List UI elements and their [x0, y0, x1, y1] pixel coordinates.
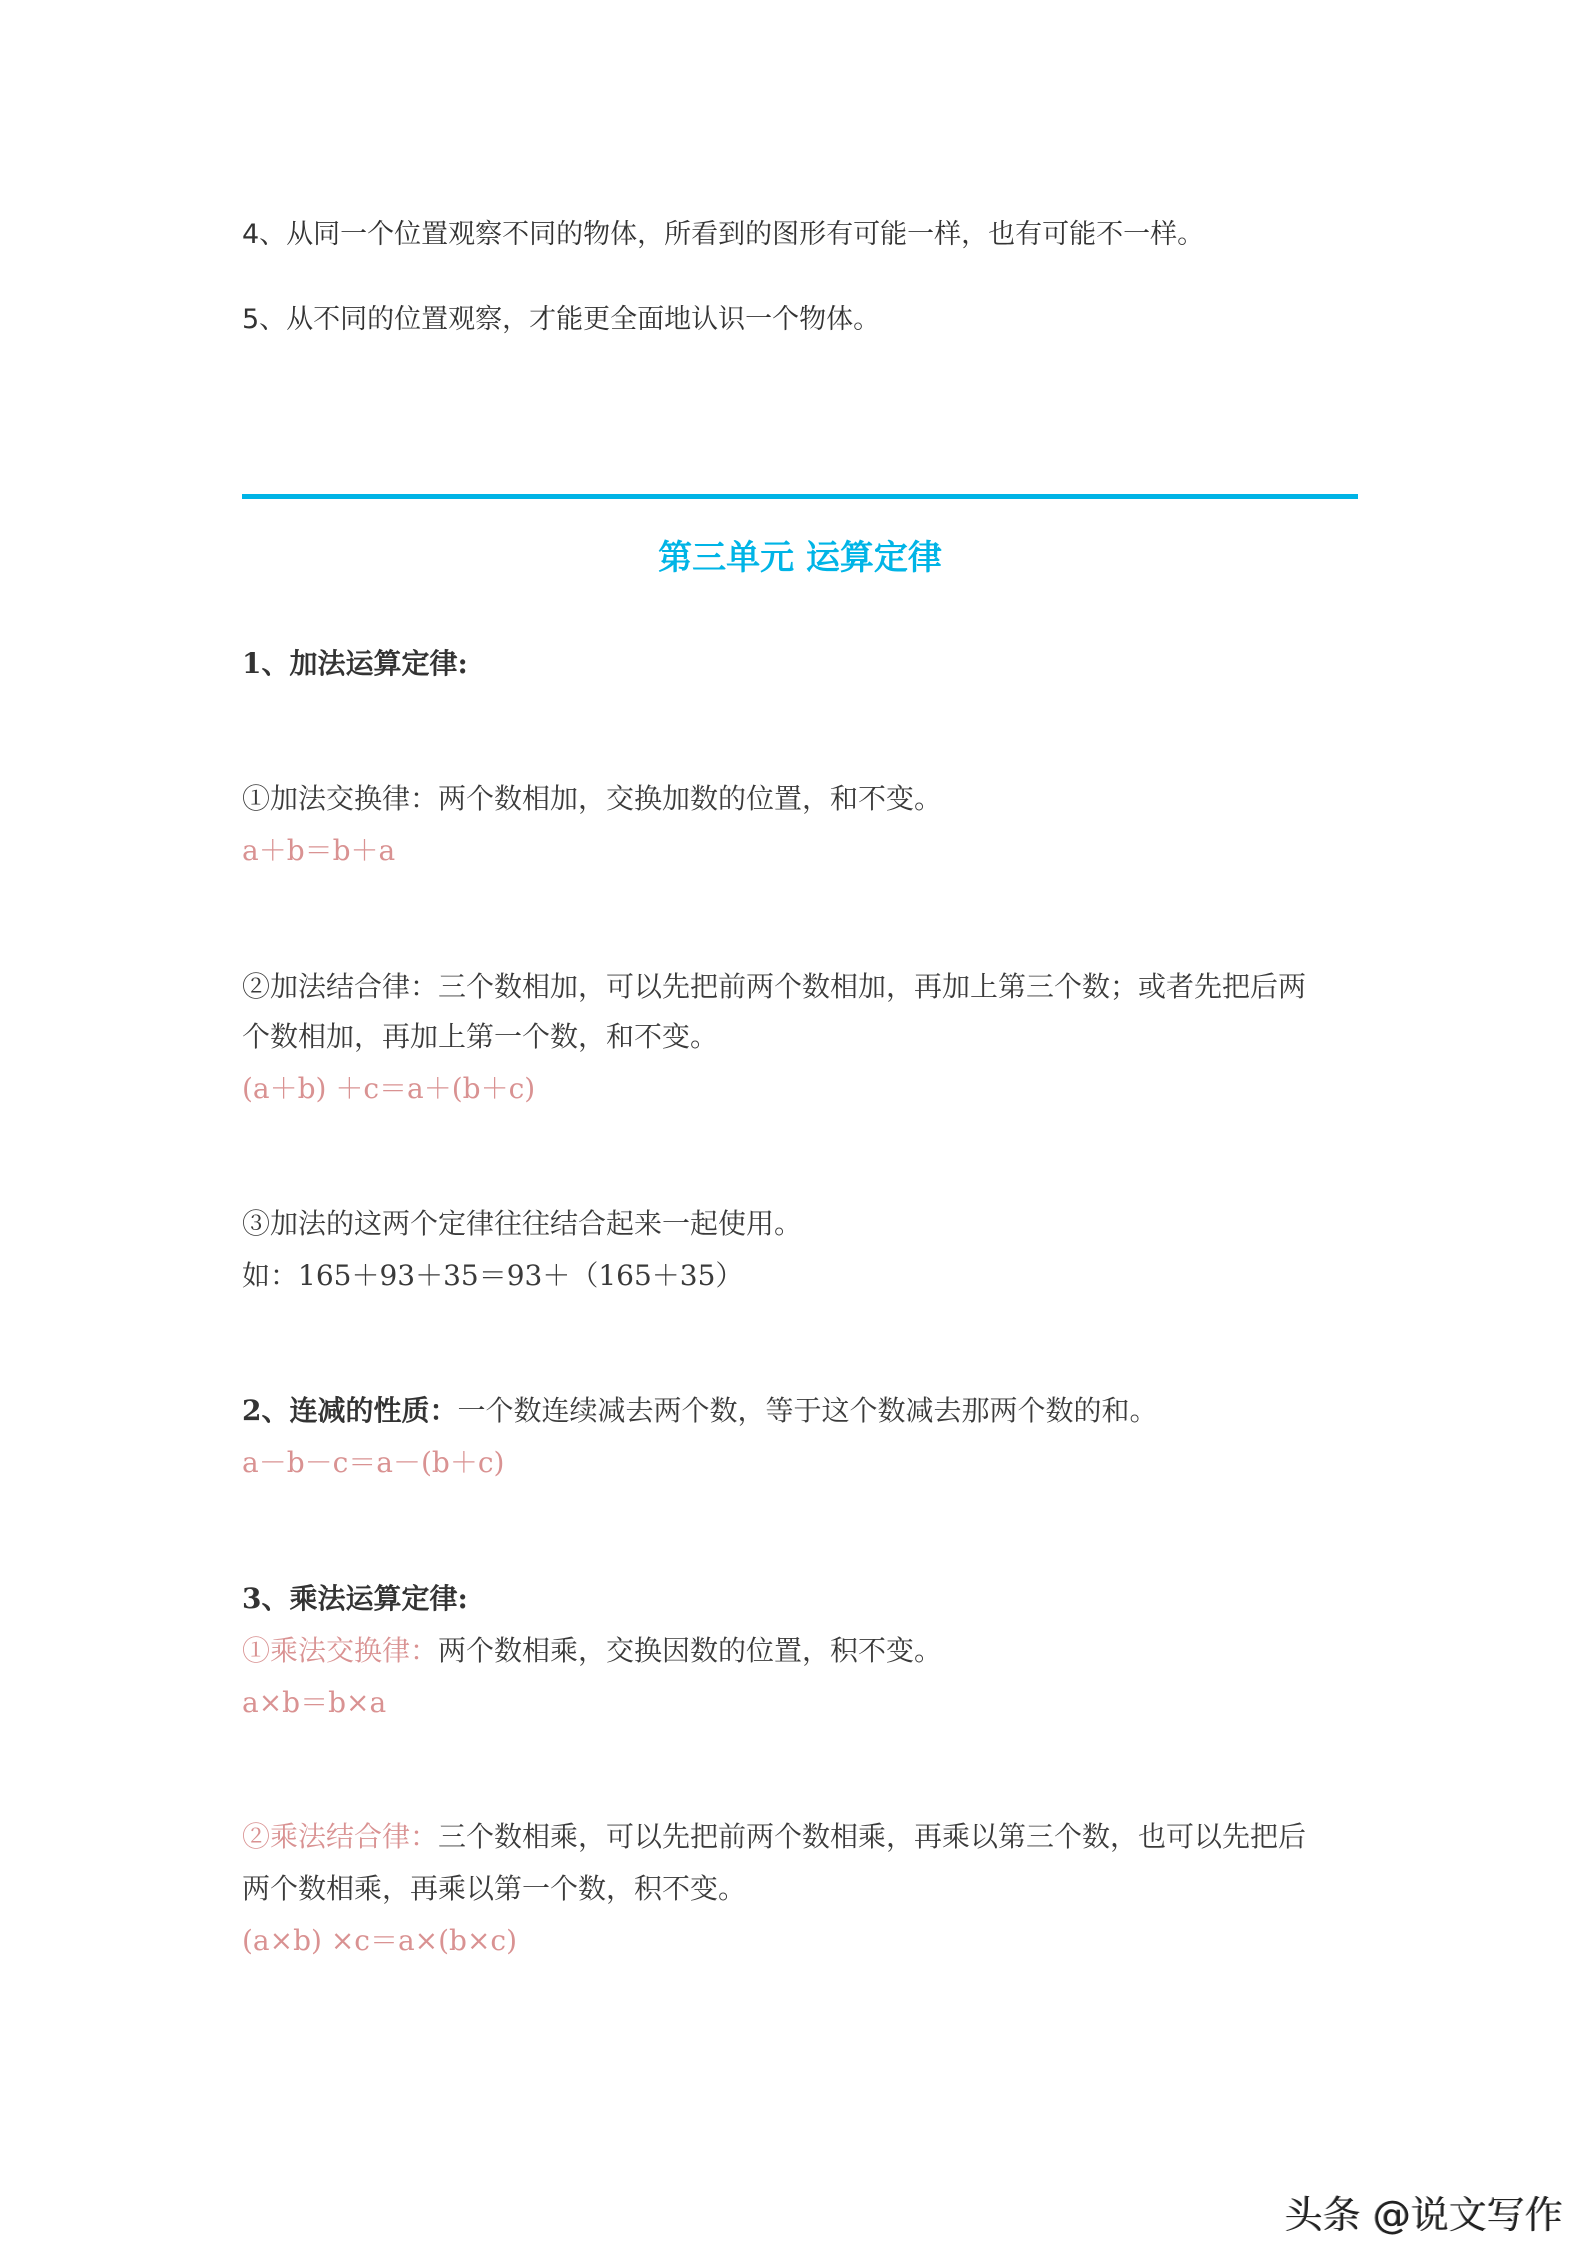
multiplication-commutative-law: [242, 1633, 942, 1669]
multiplication-associative-law-cont: 两个数相乘，再乘以第一个数，积不变。: [242, 1872, 747, 1905]
combined-usage-example: 如：165＋93＋35＝93＋（165＋35）: [242, 1259, 744, 1292]
addition-commutative-formula: a＋b＝b＋a: [242, 834, 396, 867]
section-divider: [242, 494, 1358, 499]
intro-point-4: 4、从同一个位置观察不同的物体，所看到的图形有可能一样，也有可能不一样。: [242, 219, 1205, 250]
watermark: 头条 @说文写作: [1284, 2193, 1563, 2237]
multiplication-commutative-text: 两个数相乘，交换因数的位置，积不变。: [438, 1634, 943, 1667]
intro-point-5: 5、从不同的位置观察，才能更全面地认识一个物体。: [242, 304, 881, 335]
multiplication-associative-text: 三个数相乘，可以先把前两个数相乘，再乘以第三个数，也可以先把后: [438, 1820, 1307, 1853]
multiplication-commutative-formula: a×b＝b×a: [242, 1686, 387, 1719]
unit-title: 第三单元 运算定律: [658, 538, 942, 578]
addition-associative-law: ②加法结合律：三个数相加，可以先把前两个数相加，再加上第三个数；或者先把后两: [242, 970, 1307, 1003]
combined-usage-note: ③加法的这两个定律往往结合起来一起使用。: [242, 1207, 803, 1240]
multiplication-associative-formula: (a×b) ×c＝a×(b×c): [242, 1924, 518, 1957]
addition-laws-heading: 1、加法运算定律:: [242, 647, 468, 680]
consecutive-subtraction-heading: 2、连减的性质：: [242, 1394, 458, 1427]
consecutive-subtraction-text: 一个数连续减去两个数，等于这个数减去那两个数的和。: [457, 1394, 1158, 1427]
multiplication-associative-law: [242, 1819, 1306, 1855]
multiplication-associative-label: ②乘法结合律：: [242, 1820, 439, 1853]
addition-commutative-law: ①加法交换律：两个数相加，交换加数的位置，和不变。: [242, 782, 943, 815]
consecutive-subtraction: [242, 1393, 1158, 1429]
multiplication-laws-heading: 3、乘法运算定律:: [242, 1582, 468, 1615]
addition-associative-formula: (a＋b) ＋c＝a＋(b＋c): [242, 1072, 536, 1105]
consecutive-subtraction-formula: a－b－c＝a－(b＋c): [242, 1446, 505, 1479]
multiplication-commutative-label: ①乘法交换律：: [242, 1634, 439, 1667]
addition-associative-law-cont: 个数相加，再加上第一个数，和不变。: [242, 1020, 719, 1053]
